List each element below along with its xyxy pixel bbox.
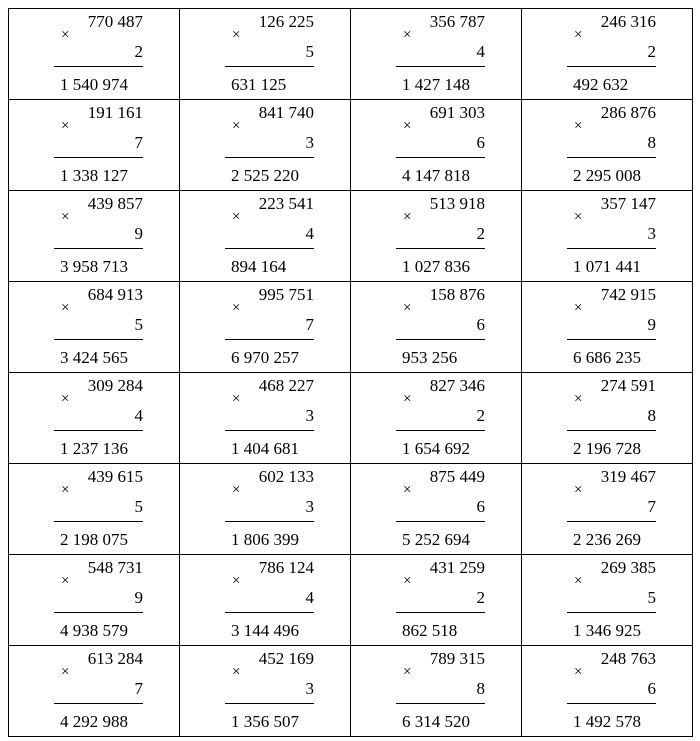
result-line (567, 157, 656, 158)
problem-cell (180, 9, 351, 100)
multiplication-problem (180, 464, 350, 554)
factor: 439 615 (87, 467, 143, 486)
problem-cell (522, 100, 693, 191)
product: 862 518 (402, 621, 458, 640)
multiplier: 7 (134, 679, 143, 698)
product: 6 314 520 (402, 712, 470, 731)
result-line (396, 703, 485, 704)
product: 3 424 565 (60, 348, 128, 367)
multiplier: 5 (647, 588, 656, 607)
multiply-sign: × (61, 573, 70, 589)
multiplication-problem (180, 191, 350, 281)
multiplier: 3 (305, 497, 314, 516)
result-line (225, 430, 314, 431)
multiplier: 2 (476, 406, 485, 425)
multiplication-problem (522, 646, 692, 736)
multiply-sign: × (574, 573, 583, 589)
multiplication-problem (351, 555, 521, 645)
product: 2 196 728 (573, 439, 641, 458)
multiplier: 3 (305, 679, 314, 698)
multiplication-problem (180, 282, 350, 372)
multiplication-problem (9, 191, 179, 281)
multiplier: 6 (647, 679, 656, 698)
problem-cell (351, 555, 522, 646)
multiply-sign: × (574, 27, 583, 43)
multiply-sign: × (574, 209, 583, 225)
factor: 789 315 (429, 649, 485, 668)
product: 1 071 441 (573, 257, 641, 276)
factor: 356 787 (429, 12, 485, 31)
problem-cell (522, 282, 693, 373)
multiplier: 5 (134, 315, 143, 334)
multiplier: 7 (134, 133, 143, 152)
problem-cell (351, 191, 522, 282)
factor: 286 876 (600, 103, 656, 122)
problem-cell (522, 555, 693, 646)
multiply-sign: × (403, 300, 412, 316)
result-line (396, 66, 485, 67)
product: 2 198 075 (60, 530, 128, 549)
multiply-sign: × (61, 118, 70, 134)
multiplication-problem (522, 373, 692, 463)
problem-row (9, 373, 693, 464)
multiplication-problem (9, 100, 179, 190)
factor: 684 913 (87, 285, 143, 304)
factor: 274 591 (600, 376, 656, 395)
problem-cell (180, 191, 351, 282)
product: 1 427 148 (402, 75, 470, 94)
multiplier: 6 (476, 133, 485, 152)
product: 4 147 818 (402, 166, 470, 185)
problem-cell (351, 282, 522, 373)
problem-cell (180, 646, 351, 737)
factor: 269 385 (600, 558, 656, 577)
factor: 770 487 (87, 12, 143, 31)
multiply-sign: × (574, 664, 583, 680)
factor: 248 763 (600, 649, 656, 668)
product: 492 632 (573, 75, 629, 94)
multiply-sign: × (574, 300, 583, 316)
multiply-sign: × (574, 482, 583, 498)
multiplication-problem (180, 100, 350, 190)
multiplication-problem (9, 555, 179, 645)
product: 4 938 579 (60, 621, 128, 640)
multiplication-grid (8, 8, 693, 737)
problem-cell (180, 100, 351, 191)
multiply-sign: × (403, 664, 412, 680)
result-line (567, 612, 656, 613)
multiplier: 3 (647, 224, 656, 243)
factor: 309 284 (87, 376, 143, 395)
result-line (54, 248, 143, 249)
multiplier: 5 (134, 497, 143, 516)
problem-cell (9, 373, 180, 464)
result-line (225, 521, 314, 522)
multiplication-problem (351, 191, 521, 281)
factor: 158 876 (429, 285, 485, 304)
product: 1 346 925 (573, 621, 641, 640)
product: 631 125 (231, 75, 287, 94)
product: 2 236 269 (573, 530, 641, 549)
multiply-sign: × (61, 482, 70, 498)
result-line (567, 248, 656, 249)
factor: 319 467 (600, 467, 656, 486)
factor: 995 751 (258, 285, 314, 304)
product: 1 404 681 (231, 439, 299, 458)
multiplier: 2 (476, 588, 485, 607)
result-line (225, 703, 314, 704)
problem-row (9, 282, 693, 373)
multiplication-problem (180, 9, 350, 99)
multiply-sign: × (232, 664, 241, 680)
product: 2 295 008 (573, 166, 641, 185)
result-line (396, 248, 485, 249)
product: 6 970 257 (231, 348, 299, 367)
multiplication-problem (9, 464, 179, 554)
result-line (54, 66, 143, 67)
product: 1 237 136 (60, 439, 128, 458)
multiplication-problem (180, 373, 350, 463)
product: 3 958 713 (60, 257, 128, 276)
multiply-sign: × (232, 27, 241, 43)
factor: 786 124 (258, 558, 314, 577)
product: 1 654 692 (402, 439, 470, 458)
factor: 602 133 (258, 467, 314, 486)
factor: 468 227 (258, 376, 314, 395)
multiplier: 4 (305, 224, 314, 243)
factor: 548 731 (87, 558, 143, 577)
multiplication-problem (522, 9, 692, 99)
result-line (225, 612, 314, 613)
multiplier: 8 (476, 679, 485, 698)
result-line (396, 521, 485, 522)
multiplication-problem (522, 464, 692, 554)
multiply-sign: × (403, 482, 412, 498)
result-line (396, 157, 485, 158)
product: 1 540 974 (60, 75, 128, 94)
problem-cell (9, 100, 180, 191)
factor: 841 740 (258, 103, 314, 122)
problem-cell (522, 191, 693, 282)
multiplication-problem (522, 282, 692, 372)
multiply-sign: × (232, 300, 241, 316)
multiplier: 9 (134, 224, 143, 243)
result-line (567, 339, 656, 340)
problem-cell (180, 373, 351, 464)
result-line (54, 521, 143, 522)
multiply-sign: × (61, 27, 70, 43)
multiplier: 8 (647, 133, 656, 152)
result-line (567, 430, 656, 431)
factor: 513 918 (429, 194, 485, 213)
problem-row (9, 555, 693, 646)
problem-cell (351, 9, 522, 100)
result-line (54, 339, 143, 340)
multiplier: 6 (476, 497, 485, 516)
multiplication-problem (351, 9, 521, 99)
result-line (396, 430, 485, 431)
multiplier: 3 (305, 406, 314, 425)
problem-cell (351, 373, 522, 464)
result-line (567, 703, 656, 704)
multiply-sign: × (232, 209, 241, 225)
multiply-sign: × (403, 391, 412, 407)
factor: 126 225 (258, 12, 314, 31)
factor: 691 303 (429, 103, 485, 122)
problem-cell (9, 282, 180, 373)
product: 953 256 (402, 348, 458, 367)
multiplication-problem (522, 555, 692, 645)
multiply-sign: × (403, 27, 412, 43)
problem-cell (9, 646, 180, 737)
result-line (54, 157, 143, 158)
multiplication-problem (180, 555, 350, 645)
problem-cell (9, 555, 180, 646)
problem-cell (351, 464, 522, 555)
product: 6 686 235 (573, 348, 641, 367)
multiplier: 8 (647, 406, 656, 425)
product: 3 144 496 (231, 621, 299, 640)
result-line (54, 612, 143, 613)
multiply-sign: × (574, 391, 583, 407)
problem-cell (9, 464, 180, 555)
multiplication-problem (9, 282, 179, 372)
multiplier: 9 (647, 315, 656, 334)
product: 5 252 694 (402, 530, 470, 549)
multiply-sign: × (61, 209, 70, 225)
factor: 431 259 (429, 558, 485, 577)
result-line (225, 157, 314, 158)
multiplier: 2 (476, 224, 485, 243)
factor: 357 147 (600, 194, 656, 213)
problem-cell (9, 191, 180, 282)
multiplication-problem (180, 646, 350, 736)
multiply-sign: × (232, 573, 241, 589)
multiply-sign: × (574, 118, 583, 134)
product: 4 292 988 (60, 712, 128, 731)
multiply-sign: × (61, 391, 70, 407)
problem-row (9, 9, 693, 100)
problem-cell (522, 464, 693, 555)
multiply-sign: × (403, 118, 412, 134)
multiply-sign: × (232, 482, 241, 498)
result-line (54, 703, 143, 704)
product: 1 338 127 (60, 166, 128, 185)
multiplication-problem (522, 191, 692, 281)
multiplication-problem (9, 373, 179, 463)
multiply-sign: × (61, 664, 70, 680)
multiplier: 9 (134, 588, 143, 607)
result-line (567, 66, 656, 67)
problem-cell (522, 646, 693, 737)
problem-row (9, 646, 693, 737)
problem-cell (351, 100, 522, 191)
problem-row (9, 100, 693, 191)
multiplication-problem (351, 646, 521, 736)
factor: 439 857 (87, 194, 143, 213)
multiplication-problem (351, 464, 521, 554)
multiplication-problem (9, 9, 179, 99)
product: 2 525 220 (231, 166, 299, 185)
multiplication-problem (9, 646, 179, 736)
multiplication-problem (351, 282, 521, 372)
multiplier: 4 (305, 588, 314, 607)
problem-cell (351, 646, 522, 737)
multiplier: 7 (305, 315, 314, 334)
multiply-sign: × (403, 209, 412, 225)
result-line (54, 430, 143, 431)
result-line (225, 339, 314, 340)
product: 1 027 836 (402, 257, 470, 276)
multiply-sign: × (232, 391, 241, 407)
problem-row (9, 464, 693, 555)
product: 894 164 (231, 257, 287, 276)
factor: 613 284 (87, 649, 143, 668)
multiplier: 6 (476, 315, 485, 334)
product: 1 806 399 (231, 530, 299, 549)
factor: 223 541 (258, 194, 314, 213)
factor: 246 316 (600, 12, 656, 31)
problem-cell (180, 464, 351, 555)
multiplier: 4 (476, 42, 485, 61)
result-line (396, 339, 485, 340)
multiplier: 4 (134, 406, 143, 425)
factor: 875 449 (429, 467, 485, 486)
problem-row (9, 191, 693, 282)
result-line (225, 248, 314, 249)
multiplier: 2 (647, 42, 656, 61)
multiply-sign: × (61, 300, 70, 316)
problem-cell (522, 9, 693, 100)
multiplication-problem (351, 373, 521, 463)
product: 1 492 578 (573, 712, 641, 731)
multiplication-problem (351, 100, 521, 190)
problem-cell (9, 9, 180, 100)
result-line (567, 521, 656, 522)
multiplier: 5 (305, 42, 314, 61)
result-line (225, 66, 314, 67)
product: 1 356 507 (231, 712, 299, 731)
factor: 191 161 (87, 103, 143, 122)
result-line (396, 612, 485, 613)
problem-cell (180, 555, 351, 646)
problem-cell (522, 373, 693, 464)
multiplier: 7 (647, 497, 656, 516)
multiplier: 3 (305, 133, 314, 152)
multiply-sign: × (403, 573, 412, 589)
factor: 452 169 (258, 649, 314, 668)
multiplier: 2 (134, 42, 143, 61)
multiply-sign: × (232, 118, 241, 134)
multiplication-problem (522, 100, 692, 190)
problem-cell (180, 282, 351, 373)
factor: 827 346 (429, 376, 485, 395)
factor: 742 915 (600, 285, 656, 304)
